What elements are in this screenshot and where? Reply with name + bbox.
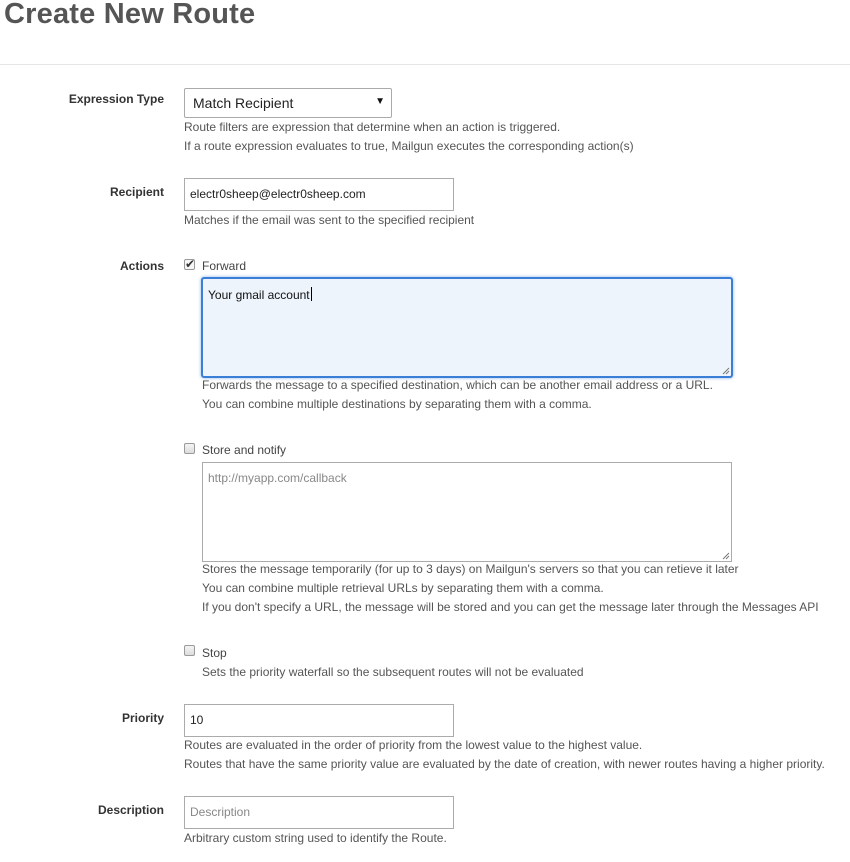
priority-value: 10 — [190, 713, 204, 727]
dropdown-arrow-icon: ▼ — [375, 96, 385, 107]
forward-help-2: You can combine multiple destinations by separating them with a comma. — [202, 397, 592, 411]
priority-input[interactable] — [184, 704, 454, 737]
priority-label: Priority — [121, 711, 164, 725]
stop-label: Stop — [202, 646, 227, 660]
stop-checkbox[interactable] — [184, 645, 195, 656]
store-notify-textarea[interactable] — [202, 462, 732, 562]
expression-type-label: Expression Type — [68, 92, 164, 106]
forward-checkbox[interactable] — [184, 259, 195, 270]
description-label: Description — [97, 803, 164, 817]
stop-help: Sets the priority waterfall so the subsequent routes will not be evaluated — [202, 665, 584, 679]
resize-handle-icon[interactable] — [722, 552, 730, 560]
forward-label: Forward — [202, 259, 247, 273]
recipient-input[interactable] — [184, 178, 454, 211]
store-help-1: Stores the message temporarily (for up to 3 days) on Mailgun's servers so that you can retieve it later — [202, 562, 739, 576]
forward-help-1: Forwards the message to a specified destination, which can be another email address or a URL. — [202, 378, 713, 392]
resize-handle-icon[interactable] — [722, 367, 730, 375]
recipient-label: Recipient — [109, 185, 164, 199]
recipient-value: electr0sheep@electr0sheep.com — [190, 187, 366, 201]
header-divider — [0, 64, 850, 65]
store-help-3: If you don't specify a URL, the message will be stored and you can get the message later through the Messages API — [202, 600, 819, 614]
description-input[interactable] — [184, 796, 454, 829]
page-title: Create New Route — [4, 0, 256, 30]
store-notify-label: Store and notify — [202, 443, 287, 457]
expression-type-value: Match Recipient — [193, 95, 294, 111]
actions-label: Actions — [119, 259, 164, 273]
recipient-help: Matches if the email was sent to the specified recipient — [184, 213, 475, 227]
description-placeholder: Description — [190, 805, 251, 819]
store-notify-placeholder: http://myapp.com/callback — [208, 471, 347, 485]
store-notify-checkbox[interactable] — [184, 443, 195, 454]
description-help: Arbitrary custom string used to identify the Route. — [184, 831, 447, 845]
forward-value: Your gmail account — [208, 288, 310, 302]
text-caret — [311, 287, 312, 301]
store-help-2: You can combine multiple retrieval URLs by separating them with a comma. — [202, 581, 604, 595]
priority-help-1: Routes are evaluated in the order of priority from the lowest value to the highest value. — [184, 738, 643, 752]
expression-type-select[interactable] — [184, 88, 392, 118]
expression-help-1: Route filters are expression that determine when an action is triggered. — [184, 120, 561, 134]
expression-help-2: If a route expression evaluates to true, Mailgun executes the corresponding action(s) — [184, 139, 634, 153]
forward-textarea[interactable] — [201, 277, 733, 378]
priority-help-2: Routes that have the same priority value are evaluated by the date of creation, with newer routes having a higher priority. — [184, 757, 825, 771]
checkmark-icon: ✔ — [185, 257, 196, 271]
